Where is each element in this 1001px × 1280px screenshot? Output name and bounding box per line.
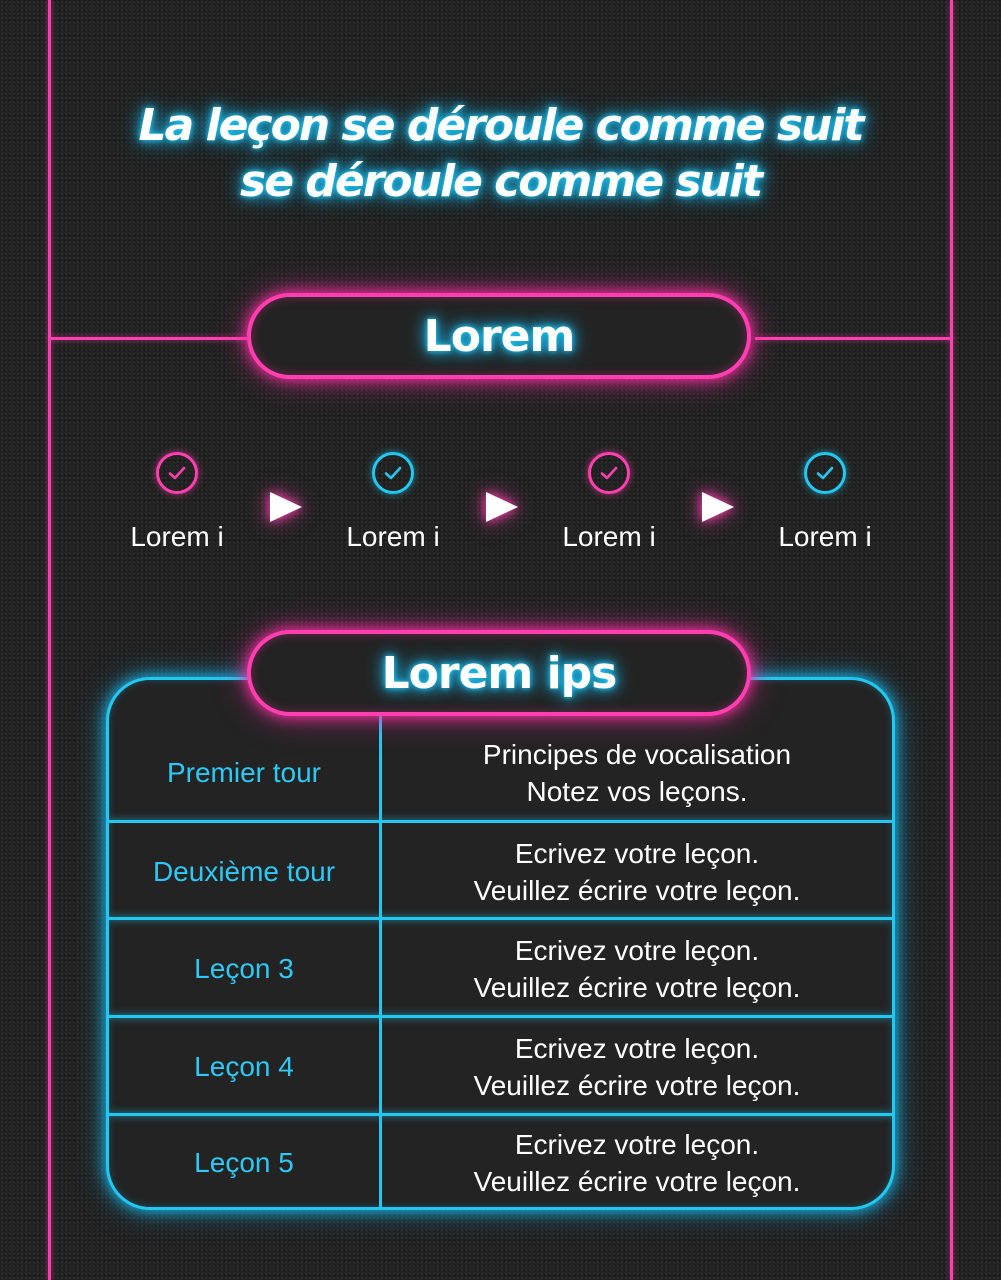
divider-right-line bbox=[755, 337, 953, 340]
step-2 bbox=[318, 452, 468, 554]
row-description bbox=[382, 823, 892, 920]
row-description bbox=[382, 1018, 892, 1116]
section-header-lorem-ips bbox=[247, 630, 751, 716]
table-row bbox=[109, 1015, 892, 1116]
section-header-lorem bbox=[247, 293, 751, 379]
check-circle-icon bbox=[588, 452, 630, 494]
row-title: Premier tour bbox=[109, 680, 382, 822]
row-description-line2: Notez vos leçons. bbox=[526, 776, 748, 807]
row-description bbox=[382, 1116, 892, 1210]
table-row bbox=[109, 917, 892, 1018]
row-description-line2: Veuillez écrire votre leçon. bbox=[473, 972, 801, 1003]
page-title bbox=[0, 98, 1001, 210]
row-title: Leçon 5 bbox=[109, 1116, 382, 1210]
play-arrow-icon bbox=[270, 492, 302, 522]
row-title: Leçon 4 bbox=[109, 1018, 382, 1116]
row-description-line1: Ecrivez votre leçon. bbox=[514, 1033, 760, 1064]
lesson-table bbox=[106, 677, 895, 1210]
check-circle-icon bbox=[804, 452, 846, 494]
step-4 bbox=[750, 452, 900, 554]
step-1 bbox=[102, 452, 252, 554]
page-title-line1: La leçon se déroule comme suit bbox=[138, 100, 863, 151]
row-description bbox=[382, 920, 892, 1018]
table-row bbox=[109, 820, 892, 920]
divider-left-line bbox=[48, 337, 248, 340]
check-circle-icon bbox=[372, 452, 414, 494]
play-arrow-icon bbox=[702, 492, 734, 522]
page-title-line2: se déroule comme suit bbox=[240, 156, 761, 207]
row-title: Leçon 3 bbox=[109, 920, 382, 1018]
row-description-line2: Veuillez écrire votre leçon. bbox=[473, 1166, 801, 1197]
row-description-line1: Principes de vocalisation bbox=[482, 739, 792, 770]
step-label: Lorem i bbox=[562, 521, 656, 552]
row-description-line1: Ecrivez votre leçon. bbox=[514, 837, 760, 869]
table-row bbox=[109, 1113, 892, 1210]
row-title: Deuxième tour bbox=[109, 823, 382, 920]
play-arrow-icon bbox=[486, 492, 518, 522]
row-description-line1: Ecrivez votre leçon. bbox=[514, 1129, 760, 1160]
row-description-line2: Veuillez écrire votre leçon. bbox=[473, 1070, 801, 1101]
step-3 bbox=[534, 452, 684, 554]
step-label: Lorem i bbox=[778, 521, 872, 552]
row-description-line1: Ecrivez votre leçon. bbox=[514, 935, 760, 966]
section-header-label: Lorem ips bbox=[381, 647, 617, 699]
section-header-label: Lorem bbox=[423, 310, 575, 362]
check-circle-icon bbox=[156, 452, 198, 494]
row-description-line2: Veuillez écrire votre leçon. bbox=[473, 874, 801, 906]
step-label: Lorem i bbox=[130, 521, 224, 552]
step-label: Lorem i bbox=[346, 521, 440, 552]
